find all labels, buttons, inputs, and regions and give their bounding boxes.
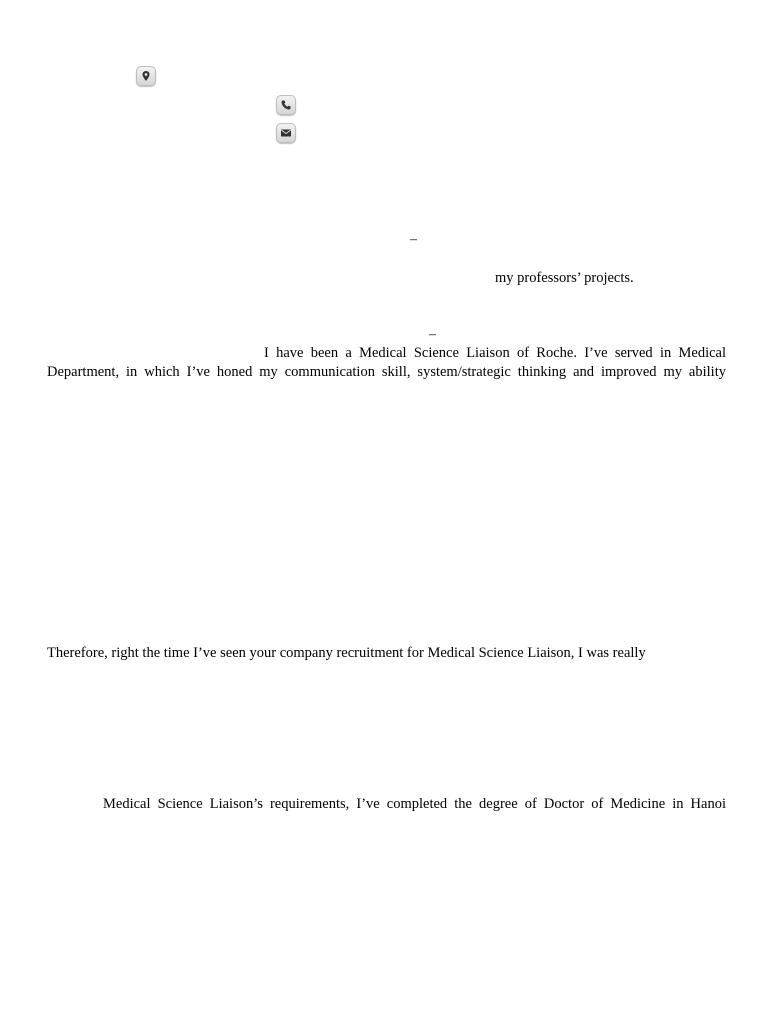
paragraph-line-department: Department, in which I’ve honed my communication skill, system/strategic thinking and improved my ability [47,364,726,380]
envelope-icon [276,123,296,143]
phone-icon [276,95,296,115]
paragraph-line-requirements: Medical Science Liaison’s requirements, I’ve completed the degree of Doctor of Medicine in Hanoi [103,796,726,812]
dash-separator: – [410,232,417,247]
location-pin-icon [136,66,156,86]
paragraph-line-therefore: Therefore, right the time I’ve seen your company recruitment for Medical Science Liaison, I was really [47,645,646,661]
paragraph-line-projects: my professors’ projects. [495,270,634,286]
paragraph-line-roche: I have been a Medical Science Liaison of Roche. I’ve served in Medical [264,345,726,361]
dash-separator: – [429,327,436,342]
